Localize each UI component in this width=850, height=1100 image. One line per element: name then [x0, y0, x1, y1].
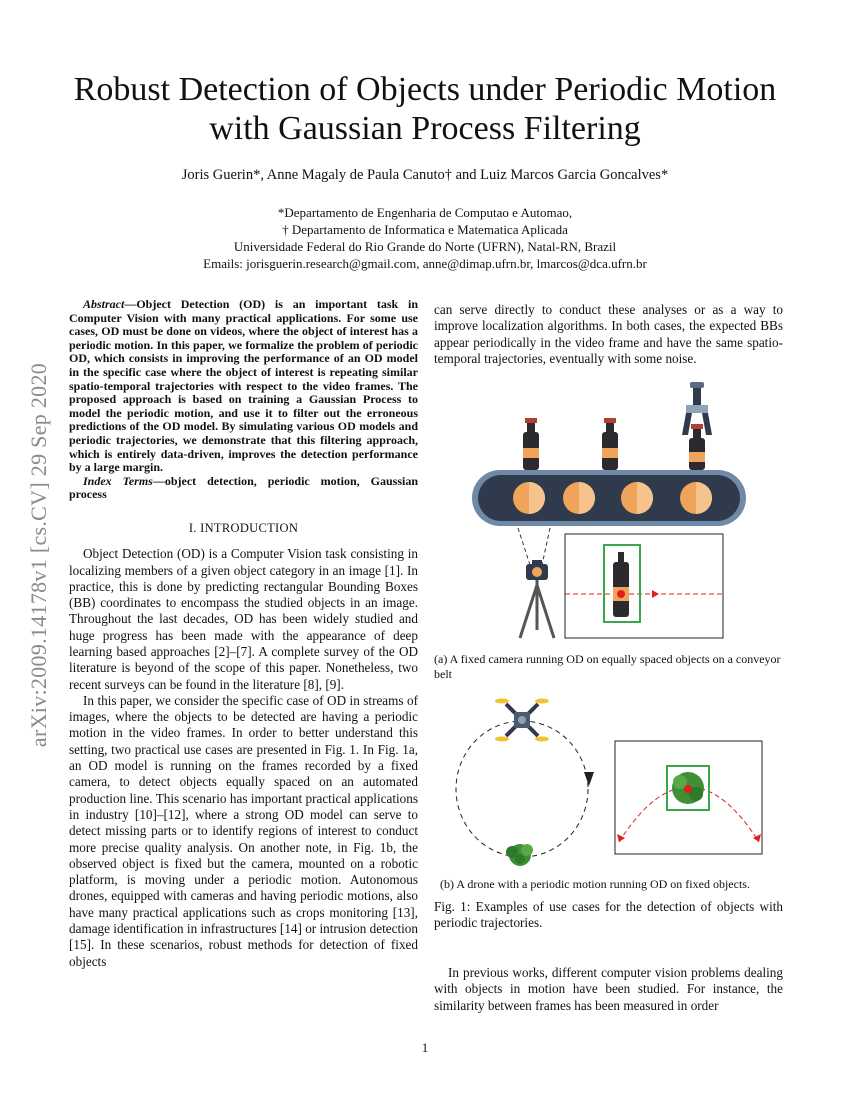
intro-paragraph-2: In this paper, we consider the specific case of OD in streams of images, where the objects to be detected are having a periodic motion in the video frames. In order to better understand this setting, two practical use cases are presented in Fig. 1. In Fig. 1a, an OD model is running on the frames recorded by a fixed camera, to detect objects equally spaced on an automated production line. This scenario has important practical applications in industry [10]–[12], where a strong OD model can serve to detect missing parts or to identify regions of interest to conduct more precise quality analysis. On another note, in Fig. 1b, the observed object is fixed but the camera, mounted on a robotic platform, is moving under a periodic motion. Autonomous drones, equipped with cameras and having periodic motions, also have many practical applications such as crops monitoring [13], damage identification in infrastructures [14] or intrusion detection [15]. In these scenarios, robust methods for detection of fixed objects	[69, 692, 418, 969]
abstract-label: Abstract	[83, 297, 125, 311]
right-paragraph-1: can serve directly to conduct these analyses or as a way to improve localization algorithms. In both cases, the expected BBs appear periodically in the video frame and have the same spatio-temporal trajectories, eventually with some noise.	[434, 302, 783, 366]
video-frame	[565, 534, 723, 638]
title-line-1: Robust Detection of Objects under Periodic Motion	[73, 71, 777, 108]
index-terms-text: —object detection, periodic motion, Gaussian process	[69, 473, 418, 502]
intro-paragraph-1: Object Detection (OD) is a Computer Vision task consisting in localizing members of a given object category in an image [1]. In practice, this is done by predicting rectangular Bounding Boxes (BB) coordinates to encompass the studied objects in an image. Throughout the last decades, OD has been widely studied and huge progress has been made with the appearance of deep learning based approaches [2]–[7]. A complete survey of the OD literature is beyond of the scope of this paper. Nonetheless, two recent surveys can be found in the literature [8], [9].	[69, 546, 418, 692]
bottle-icon	[523, 418, 539, 470]
section-heading: I. INTRODUCTION	[188, 520, 299, 535]
figure-1a-illustration	[434, 380, 783, 650]
bottle-icon	[602, 418, 618, 470]
arxiv-id: arXiv:2009.14178v1 [cs.CV] 29 Sep 2020	[26, 362, 51, 748]
emails: Emails: jorisguerin.research@gmail.com, anne@dimap.ufrn.br, lmarcos@dca.ufrn.br	[203, 256, 647, 271]
affiliation-1: *Departamento de Engenharia de Computao e Automao,	[277, 205, 573, 220]
title-line-2: with Gaussian Process Filtering	[209, 110, 641, 147]
bottle-icon	[689, 424, 705, 470]
camera-icon	[520, 560, 554, 638]
drone-video-frame	[615, 741, 762, 854]
paper-title	[40, 70, 810, 148]
figure-1b-illustration	[434, 692, 783, 872]
index-terms	[69, 475, 418, 502]
drone-icon	[495, 699, 549, 742]
figure-1a-caption: (a) A fixed camera running OD on equally spaced objects on a conveyor belt	[434, 652, 781, 681]
authors: Joris Guerin*, Anne Magaly de Paula Canuto† and Luiz Marcos Garcia Goncalves*	[181, 167, 669, 183]
left-column	[69, 298, 418, 970]
conveyor-belt	[472, 470, 746, 526]
index-terms-label: Index Terms	[83, 473, 153, 488]
figure-1-caption: Fig. 1: Examples of use cases for the detection of objects with periodic trajectories.	[434, 899, 783, 931]
affiliation-3: Universidade Federal do Rio Grande do Norte (UFRN), Natal-RN, Brazil	[233, 239, 617, 254]
right-paragraph-2: In previous works, different computer vision problems dealing with objects in motion have been studied. For instance, the similarity between frames has been measured in order	[434, 965, 783, 1013]
abstract-text: —Object Detection (OD) is an important task in Computer Vision with many practical applications. For some use cases, OD must be done on videos, where the object of interest has a periodic motion. In this paper, we formalize the problem of periodic OD, which consists in improving the performance of an OD model in the specific case where the object of interest is repeating similar spatio-temporal trajectories with respect to the video frames. The proposed approach is based on training a Gaussian Process to model the periodic motion, and use it to filter out the erroneous predictions of the OD model. By simulating various OD models and periodic trajectories, we demonstrate that this filtering approach, which is entirely data-driven, improves the detection performance by a large margin.	[69, 297, 418, 475]
abstract	[69, 298, 418, 475]
arxiv-sidebar	[28, 295, 50, 815]
tree-icon	[506, 844, 533, 866]
figure-1b-caption: (b) A drone with a periodic motion running OD on fixed objects.	[440, 877, 750, 891]
page-number: 1	[421, 1040, 429, 1055]
affiliation-2: † Departamento de Informatica e Matematica Aplicada	[282, 222, 568, 237]
